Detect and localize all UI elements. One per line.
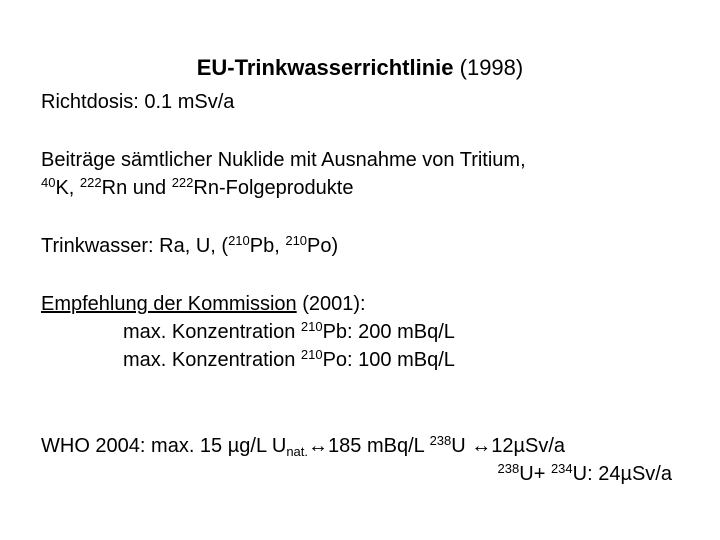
page-title: [0, 56, 720, 80]
po-mass-number: 210: [285, 233, 308, 248]
recommendation-pb-line: [123, 320, 455, 344]
pb-mass-number: 210: [228, 233, 250, 248]
who-nat-subscript: nat.: [286, 444, 309, 459]
drinking-water-prefix: Trinkwasser: Ra, U, (: [41, 235, 229, 257]
reference-dose: Richtdosis: 0.1 mSv/a: [41, 91, 235, 113]
who-suffix: U ↔12µSv/a: [451, 435, 566, 457]
who-line-1: [41, 434, 565, 458]
who-middle: ↔185 mBq/L: [308, 435, 430, 457]
po-text: Po): [307, 235, 339, 257]
pb-concentration-mass-number: 210: [300, 319, 323, 334]
po-concentration-prefix: max. Konzentration: [123, 349, 301, 371]
who2-u238-text: U+: [519, 463, 551, 485]
who-line-2: [498, 462, 672, 486]
rn-progeny-mass-number: 222: [171, 175, 194, 190]
recommendation-heading-underlined: Empfehlung der Kommission: [41, 293, 297, 315]
who-prefix: WHO 2004: max. 15 µg/L U: [41, 435, 287, 457]
pb-concentration-prefix: max. Konzentration: [123, 321, 301, 343]
k-mass-number: 40: [41, 175, 56, 190]
recommendation-heading-year: (2001):: [296, 293, 366, 315]
pb-text: Pb,: [249, 235, 286, 257]
contributions-line-1: Beiträge sämtlicher Nuklide mit Ausnahme von Tritium,: [41, 149, 526, 171]
contributions-line-2: [41, 176, 353, 200]
po-concentration-value: Po: 100 mBq/L: [322, 349, 455, 371]
k-text: K,: [55, 177, 80, 199]
who2-u234-text: U: 24µSv/a: [572, 463, 672, 485]
who2-u238-mass-number: 238: [497, 461, 520, 476]
recommendation-po-line: [123, 348, 455, 372]
po-concentration-mass-number: 210: [300, 347, 323, 362]
rn-text: Rn und: [101, 177, 172, 199]
rn-mass-number: 222: [79, 175, 102, 190]
who2-u234-mass-number: 234: [550, 461, 573, 476]
title-main: EU-Trinkwasserrichtlinie: [196, 55, 454, 80]
pb-concentration-value: Pb: 200 mBq/L: [322, 321, 455, 343]
drinking-water-line: [41, 234, 338, 258]
title-year: (1998): [453, 55, 524, 80]
recommendation-heading: [41, 292, 366, 316]
rn-progeny-text: Rn-Folgeprodukte: [193, 177, 354, 199]
who-u238-mass-number: 238: [429, 433, 452, 448]
